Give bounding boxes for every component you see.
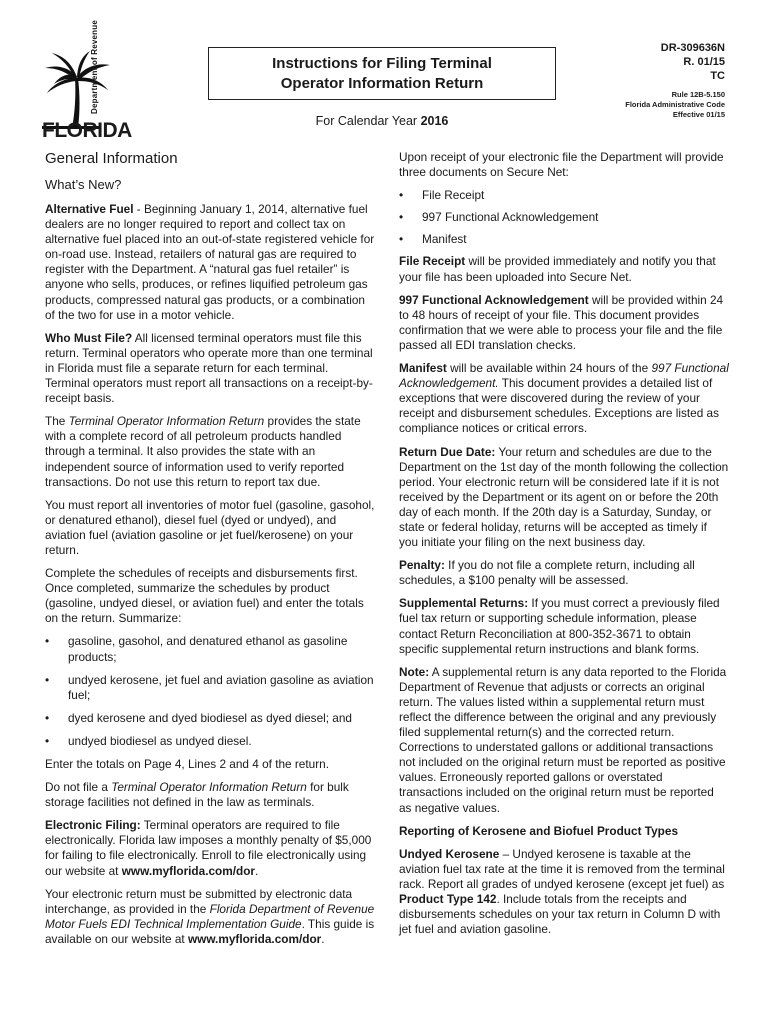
note-text: A supplemental return is any data reported to the Florida Department of Revenue that adjusts or corrects an original return. The values listed within a supplemental return must reflect the difference between the original and any previously filed supplemental return(s) and the corrected return. Corrections to understated gallons or additional transactions not included on the original return must be reported as positive values. Erroneously reported gallons or overstated transactions included on the original return must be reported as negative values.: [399, 664, 727, 815]
bulk-storage-paragraph: [45, 780, 375, 810]
summarize-bullet: • gasoline, gasohol, and denatured ethanol as gasoline products;: [45, 634, 375, 664]
submission-pre: Your electronic return must be submitted by electronic data interchange, as provided in the: [45, 886, 353, 916]
title-line-1: Instructions for Filing Terminal: [272, 54, 492, 72]
rule-number: Rule 12B-5.150: [671, 90, 725, 99]
who-must-file-label: Who Must File?: [45, 330, 133, 345]
manifest-text-2: This document provides a detailed list of exceptions that were discovered during the review of your receipt and disbursement schedules. Exceptions are listed as compliance notices or critical errors.: [399, 376, 720, 436]
form-number: DR-309636N: [660, 42, 725, 54]
due-date-paragraph: [399, 445, 729, 551]
due-date-text: Your return and schedules are due to the Department on the 1st day of the month following the collection period. Your electronic return will be considered late if it is not received by the Department or its agent on or before the 20th day of each month. If the 20th day is a Saturday, Sunday, or state or federal holiday, returns will be accepted as timely if you initiate your filing on the next business day.: [399, 444, 729, 550]
supplemental-label: Supplemental Returns:: [399, 596, 529, 611]
document-bullet: • File Receipt: [399, 188, 729, 203]
bulk-pre: Do not file a: [45, 780, 112, 795]
title-line-2: Operator Information Return: [280, 74, 484, 92]
form-tc: TC: [710, 70, 725, 82]
undyed-kerosene-text-1: – Undyed kerosene is taxable at the aviation fuel tax rate at the time it is removed from the terminal rack. Report all grades of undyed kerosene (except jet fuel) as: [399, 846, 725, 891]
alternative-fuel-text: - Beginning January 1, 2014, alternative fuel dealers are no longer required to report and collect tax on alternative fuel placed into an out-of-state registered vehicle for on-road use. Instead, retailers of natural gas are required to register with the Department. A “natural gas fuel retailer” is anyone who sells, produces, or refines liquified petroleum gas products, compressed natural gas products, or a combination of the two for use in a motor vehicle.: [45, 202, 375, 322]
inventories-paragraph: You must report all inventories of motor fuel (gasoline, gasohol, or denatured ethanol), diesel fuel (dyed or undyed), and aviation fuel (aviation gasoline or jet fuel/kerosene) on your return.: [45, 497, 375, 557]
product-type-label: Product Type 142: [399, 892, 497, 907]
upon-receipt-paragraph: Upon receipt of your electronic file the Department will provide three documents on Secure Net:: [399, 150, 724, 180]
department-of-revenue-label: Department of Revenue: [90, 20, 99, 114]
purpose-post: provides the state with a complete record of all petroleum products handled through a terminal. It also provides the state with an independent source of information used to verify reported transactions. Do not use this return to report tax due.: [45, 414, 361, 489]
calendar-year-prefix: For Calendar Year: [315, 114, 421, 128]
whats-new-heading: What’s New?: [45, 177, 122, 192]
document-bullet: • Manifest: [399, 232, 729, 247]
acknowledgement-paragraph: [399, 293, 729, 353]
alternative-fuel-paragraph: [45, 202, 375, 323]
submission-end: .: [321, 931, 325, 946]
reporting-heading-text: Reporting of Kerosene and Biofuel Product Types: [399, 823, 679, 838]
manifest-paragraph: [399, 361, 729, 436]
manifest-label: Manifest: [399, 361, 447, 376]
who-must-file-paragraph: [45, 331, 375, 406]
calendar-year: 2016: [420, 114, 449, 128]
form-number-block: [661, 41, 725, 83]
electronic-filing-label: Electronic Filing:: [45, 818, 141, 833]
purpose-pre: The: [45, 414, 69, 429]
florida-wordmark: FLORIDA: [42, 119, 132, 142]
supplemental-paragraph: [399, 596, 729, 656]
penalty-paragraph: [399, 558, 729, 588]
summarize-bullet: • dyed kerosene and dyed biodiesel as dyed diesel; and: [45, 711, 375, 726]
file-receipt-label: File Receipt: [399, 254, 466, 269]
left-column: [45, 150, 375, 955]
alternative-fuel-label: Alternative Fuel: [45, 202, 134, 216]
summarize-bullet: • undyed kerosene, jet fuel and aviation gasoline as aviation fuel;: [45, 673, 375, 703]
general-information-heading: General Information: [45, 150, 178, 167]
undyed-kerosene-text-2: . Include totals from the receipts and disbursements schedules on your tax return in Column D with jet fuel and aviation gasoline.: [399, 892, 721, 937]
website-link[interactable]: www.myflorida.com/dor: [121, 863, 256, 878]
effective-date: Effective 01/15: [672, 110, 725, 119]
manifest-italic: 997 Functional Acknowledgement.: [399, 361, 729, 391]
file-receipt-text: will be provided immediately and notify you that your file has been uploaded into Secure Net.: [399, 254, 716, 284]
right-column: [399, 150, 729, 945]
electronic-filing-paragraph: [45, 818, 375, 878]
website-link[interactable]: www.myflorida.com/dor: [187, 931, 322, 946]
due-date-label: Return Due Date:: [399, 444, 496, 459]
calendar-year-line: [208, 114, 556, 128]
edi-guide-title: Florida Department of Revenue Motor Fuels EDI Technical Implementation Guide: [45, 901, 375, 931]
acknowledgement-text: will be provided within 24 to 48 hours of receipt of your file. This document provides confirmation that we were able to process your file and the file passed all EDI translation checks.: [399, 292, 724, 352]
supplemental-text: If you must correct a previously filed fuel tax return or supporting schedule information, please contact Return Reconciliation at 800-352-3671 to obtain specific supplemental return instructions and blank forms.: [399, 596, 720, 656]
document-bullet: • 997 Functional Acknowledgement: [399, 210, 729, 225]
form-revision: R. 01/15: [683, 56, 725, 68]
penalty-label: Penalty:: [399, 558, 445, 573]
undyed-kerosene-label: Undyed Kerosene: [399, 846, 500, 861]
complete-schedules-paragraph: Complete the schedules of receipts and disbursements first. Once completed, summarize the schedules by product (gasoline, undyed diesel, or aviation fuel) and enter the totals on the return. Summarize:: [45, 566, 364, 626]
rule-citation: [625, 90, 725, 120]
bulk-post: for bulk storage facilities not defined in the law as terminals.: [45, 780, 349, 810]
file-receipt-paragraph: [399, 254, 729, 284]
document-title: [208, 47, 556, 100]
submission-mid: . This guide is available on our website at: [45, 916, 375, 946]
undyed-kerosene-paragraph: [399, 847, 729, 938]
purpose-paragraph: [45, 414, 375, 489]
who-must-file-text: All licensed terminal operators must file this return. Terminal operators who operate more than one terminal in Florida must file a separate return for each terminal. Terminal operators must report all transactions on a receipt-by-receipt basis.: [45, 330, 373, 406]
submission-paragraph: [45, 887, 375, 947]
note-paragraph: [399, 665, 729, 816]
electronic-filing-end: .: [255, 863, 259, 878]
note-label: Note:: [399, 664, 430, 679]
bulk-italic: Terminal Operator Information Return: [111, 780, 307, 795]
enter-totals-paragraph: Enter the totals on Page 4, Lines 2 and 4 of the return.: [45, 757, 329, 771]
electronic-filing-text: Terminal operators are required to file electronically. Florida law imposes a monthly penalty of $5,000 for failing to file electronically. Enroll to file electronically using our website at: [45, 818, 372, 878]
manifest-text-1: will be available within 24 hours of the: [446, 361, 652, 376]
penalty-text: If you do not file a complete return, including all schedules, a $100 penalty will be assessed.: [399, 558, 695, 588]
purpose-italic: Terminal Operator Information Return: [68, 414, 265, 429]
summarize-bullet: • undyed biodiesel as undyed diesel.: [45, 734, 375, 749]
admin-code: Florida Administrative Code: [625, 100, 725, 109]
reporting-heading: [399, 824, 729, 839]
acknowledgement-label: 997 Functional Acknowledgement: [399, 292, 589, 307]
